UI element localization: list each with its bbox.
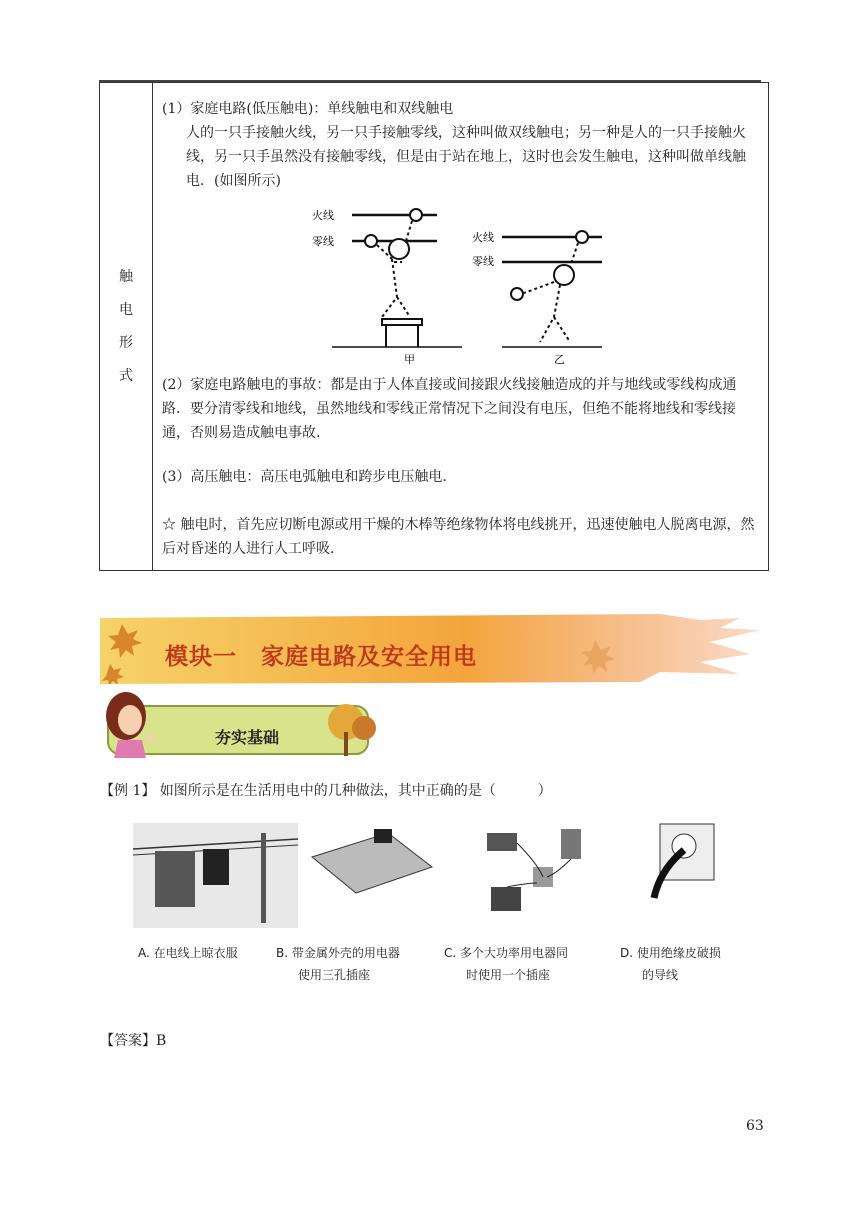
left-live-label: 火线: [312, 209, 334, 222]
option-a-caption: A. 在电线上晾衣服: [138, 946, 238, 960]
example-question: 【例 1】 如图所示是在生活用电中的几种做法，其中正确的是（ ）: [100, 783, 552, 799]
damaged-wire-image: [640, 820, 720, 900]
electric-shock-figure: [302, 207, 622, 367]
power-strip-image: [308, 823, 436, 898]
clothes-on-wire-image: [133, 823, 298, 928]
right-neutral-label: 零线: [472, 255, 494, 268]
label-jia: 甲: [404, 353, 415, 366]
side-label: [100, 83, 152, 570]
answer: 【答案】B: [100, 1033, 167, 1049]
para1-body: 人的一只手接触火线，另一只手接触零线，这种叫做双线触电；另一种是人的一只手接触火线，另一只手虽然没有接触零线，但是由于站在地上，这时也会发生触电，这种叫做单线触电．(如图所示): [186, 125, 746, 189]
side-char: 式: [119, 367, 133, 384]
para2: (2）家庭电路触电的事故：都是由于人体直接或间接跟火线接触造成的并与地线或零线构成通路．要分清零线和地线，虽然地线和零线正常情况下之间没有电压，但绝不能将地线和零线接通，否则易造成触电事故.: [162, 377, 737, 441]
module-title: 模块一 家庭电路及安全用电: [165, 644, 477, 670]
section-title: 夯实基础: [215, 728, 280, 747]
side-char: 触: [119, 268, 133, 285]
person-jia-icon: [365, 209, 422, 347]
overloaded-socket-image: [477, 823, 607, 923]
left-neutral-label: 零线: [312, 235, 334, 248]
person-yi-icon: [511, 231, 588, 342]
para4: ☆ 触电时，首先应切断电源或用干燥的木棒等绝缘物体将电线挑开，迅速使触电人脱离电源，然后对昏迷的人进行人工呼吸.: [162, 517, 755, 557]
page-number: 63: [746, 1118, 764, 1134]
side-char: 形: [119, 334, 133, 351]
para3: (3）高压触电：高压电弧触电和跨步电压触电.: [162, 469, 447, 485]
side-char: 电: [119, 301, 133, 318]
label-yi: 乙: [554, 353, 565, 366]
option-d-caption: D. 使用绝缘皮破损 的导线: [620, 946, 721, 982]
right-live-label: 火线: [472, 231, 494, 244]
knowledge-table: [99, 82, 769, 571]
option-b-caption: B. 带金属外壳的用电器 使用三孔插座: [276, 946, 400, 982]
option-c-caption: C. 多个大功率用电器同 时使用一个插座: [444, 946, 569, 982]
para1-title: (1）家庭电路(低压触电)：单线触电和双线触电: [162, 101, 454, 117]
column-divider: [152, 83, 153, 570]
